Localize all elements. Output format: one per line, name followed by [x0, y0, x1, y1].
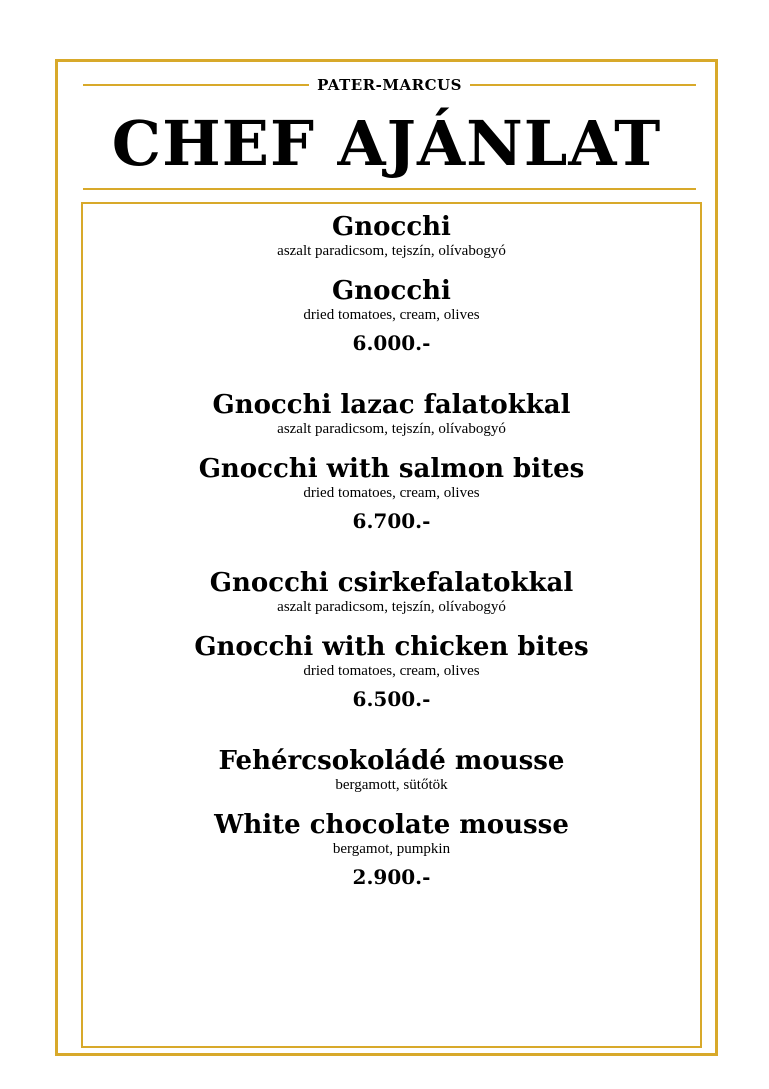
dish-name-en: Gnocchi with salmon bites [198, 454, 585, 484]
menu-item [81, 746, 702, 890]
dish-price: 6.500.- [352, 687, 431, 711]
dish-description-hu: aszalt paradicsom, tejszín, olívabogyó [277, 599, 506, 615]
dish-description-en: dried tomatoes, cream, olives [303, 307, 480, 323]
dish-price: 6.700.- [352, 509, 431, 533]
brand-line-right [470, 84, 696, 86]
menu-item [81, 390, 702, 534]
dish-description-hu: bergamott, sütőtök [335, 777, 448, 793]
dish-description-hu: aszalt paradicsom, tejszín, olívabogyó [277, 421, 506, 437]
brand-line-left [83, 84, 309, 86]
brand-row [83, 75, 696, 95]
dish-description-en: bergamot, pumpkin [332, 841, 451, 857]
page-title: CHEF AJÁNLAT [111, 107, 662, 180]
dish-name-hu: Gnocchi lazac falatokkal [212, 390, 571, 420]
menu-list [81, 212, 702, 924]
dish-description-en: dried tomatoes, cream, olives [303, 485, 480, 501]
brand-name: PATER-MARCUS [317, 76, 462, 94]
menu-item [81, 212, 702, 356]
dish-name-hu: Fehércsokoládé mousse [218, 746, 565, 776]
dish-description-en: dried tomatoes, cream, olives [303, 663, 480, 679]
dish-name-hu: Gnocchi [332, 212, 451, 242]
dish-name-en: White chocolate mousse [214, 810, 569, 840]
dish-price: 6.000.- [352, 331, 431, 355]
dish-description-hu: aszalt paradicsom, tejszín, olívabogyó [277, 243, 506, 259]
dish-name-hu: Gnocchi csirkefalatokkal [209, 568, 574, 598]
dish-price: 2.900.- [352, 865, 431, 889]
title-divider [83, 188, 696, 190]
dish-name-en: Gnocchi [332, 276, 451, 306]
menu-item [81, 568, 702, 712]
dish-name-en: Gnocchi with chicken bites [194, 632, 589, 662]
